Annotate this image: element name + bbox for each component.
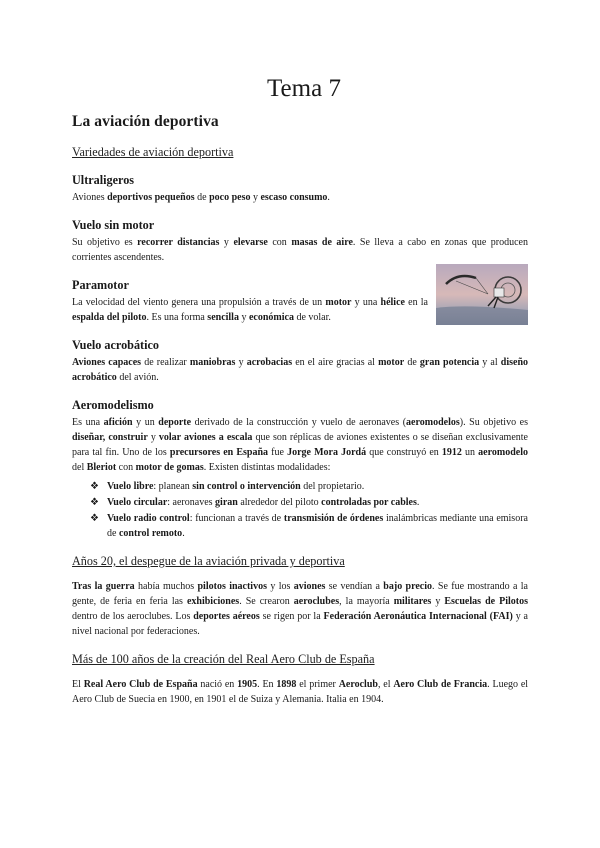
diamond-bullet-icon: ❖ bbox=[90, 497, 99, 508]
text-aeromodelismo: Es una afición y un deporte derivado de la construcción y vuelo de aeronaves (aeromodelos). Su objetivo es diseñar, construir y volar aviones a escala que son réplicas de aviones existentes o se diseñan exclusivamente para tal fin. Uno de los precursores en España fue Jorge Mora Jordá que construyó en 1912 un aeromodelo del Bleriot con motor de gomas. Existen distintas modalidades: bbox=[72, 417, 529, 473]
list-item: ❖ Vuelo radio control: funcionan a través de transmisión de órdenes inalámbricas mediante una emisora de control remoto. bbox=[90, 513, 528, 539]
section-title-variedades: Variedades de aviación deportiva bbox=[72, 145, 234, 159]
text-anos-20: Tras la guerra había muchos pilotos inactivos y los aviones se vendían a bajo precio. Se fue mostrando a la gente, de feria en feria las exhibiciones. Se crearon aeroclubes, la mayoría militares y Escuelas de Pilotos dentro de los aeroclubes. Los deportes aéreos se rigen por la Federación Aeronáutica Internacional (FAI) y a nivel nacional por federaciones. bbox=[72, 581, 528, 637]
list-item: ❖ Vuelo circular: aeronaves giran alrededor del piloto controladas por cables. bbox=[90, 497, 420, 508]
section-title-anos-20: Años 20, el despegue de la aviación privada y deportiva bbox=[72, 554, 345, 568]
section-title-real-aero-club: Más de 100 años de la creación del Real Aero Club de España bbox=[72, 652, 375, 666]
heading-paramotor: Paramotor bbox=[72, 278, 129, 292]
text-paramotor: La velocidad del viento genera una propulsión a través de un motor y una hélice en la espalda del piloto. Es una forma sencilla y económica de volar. bbox=[72, 297, 428, 323]
text-vuelo-sin-motor: Su objetivo es recorrer distancias y elevarse con masas de aire. Se lleva a cabo en zonas que producen corrientes ascendentes. bbox=[72, 237, 528, 263]
heading-vuelo-sin-motor: Vuelo sin motor bbox=[72, 218, 155, 232]
diamond-bullet-icon: ❖ bbox=[90, 481, 99, 492]
modalidades-list bbox=[72, 479, 528, 541]
text-ultraligeros: Aviones deportivos pequeños de poco peso y escaso consumo. bbox=[72, 192, 330, 203]
heading-ultraligeros: Ultraligeros bbox=[72, 173, 135, 187]
heading-aeromodelismo: Aeromodelismo bbox=[72, 398, 154, 412]
main-heading: La aviación deportiva bbox=[72, 113, 219, 130]
text-vuelo-acrobatico: Aviones capaces de realizar maniobras y acrobacias en el aire gracias al motor de gran potencia y al diseño acrobático del avión. bbox=[72, 357, 529, 383]
list-item: ❖ Vuelo libre: planean sin control o intervención del propietario. bbox=[90, 481, 365, 492]
page-title: Tema 7 bbox=[267, 75, 341, 102]
heading-vuelo-acrobatico: Vuelo acrobático bbox=[72, 338, 160, 352]
paramotor-block bbox=[72, 278, 528, 325]
paramotor-photo bbox=[436, 264, 528, 325]
text-real-aero-club: El Real Aero Club de España nació en 1905. En 1898 el primer Aeroclub, el Aero Club de Francia. Luego el Aero Club de Suecia en 1900, en 1901 el de Suiza y Alemania. Italia en 1904. bbox=[72, 679, 529, 705]
diamond-bullet-icon: ❖ bbox=[90, 513, 99, 524]
